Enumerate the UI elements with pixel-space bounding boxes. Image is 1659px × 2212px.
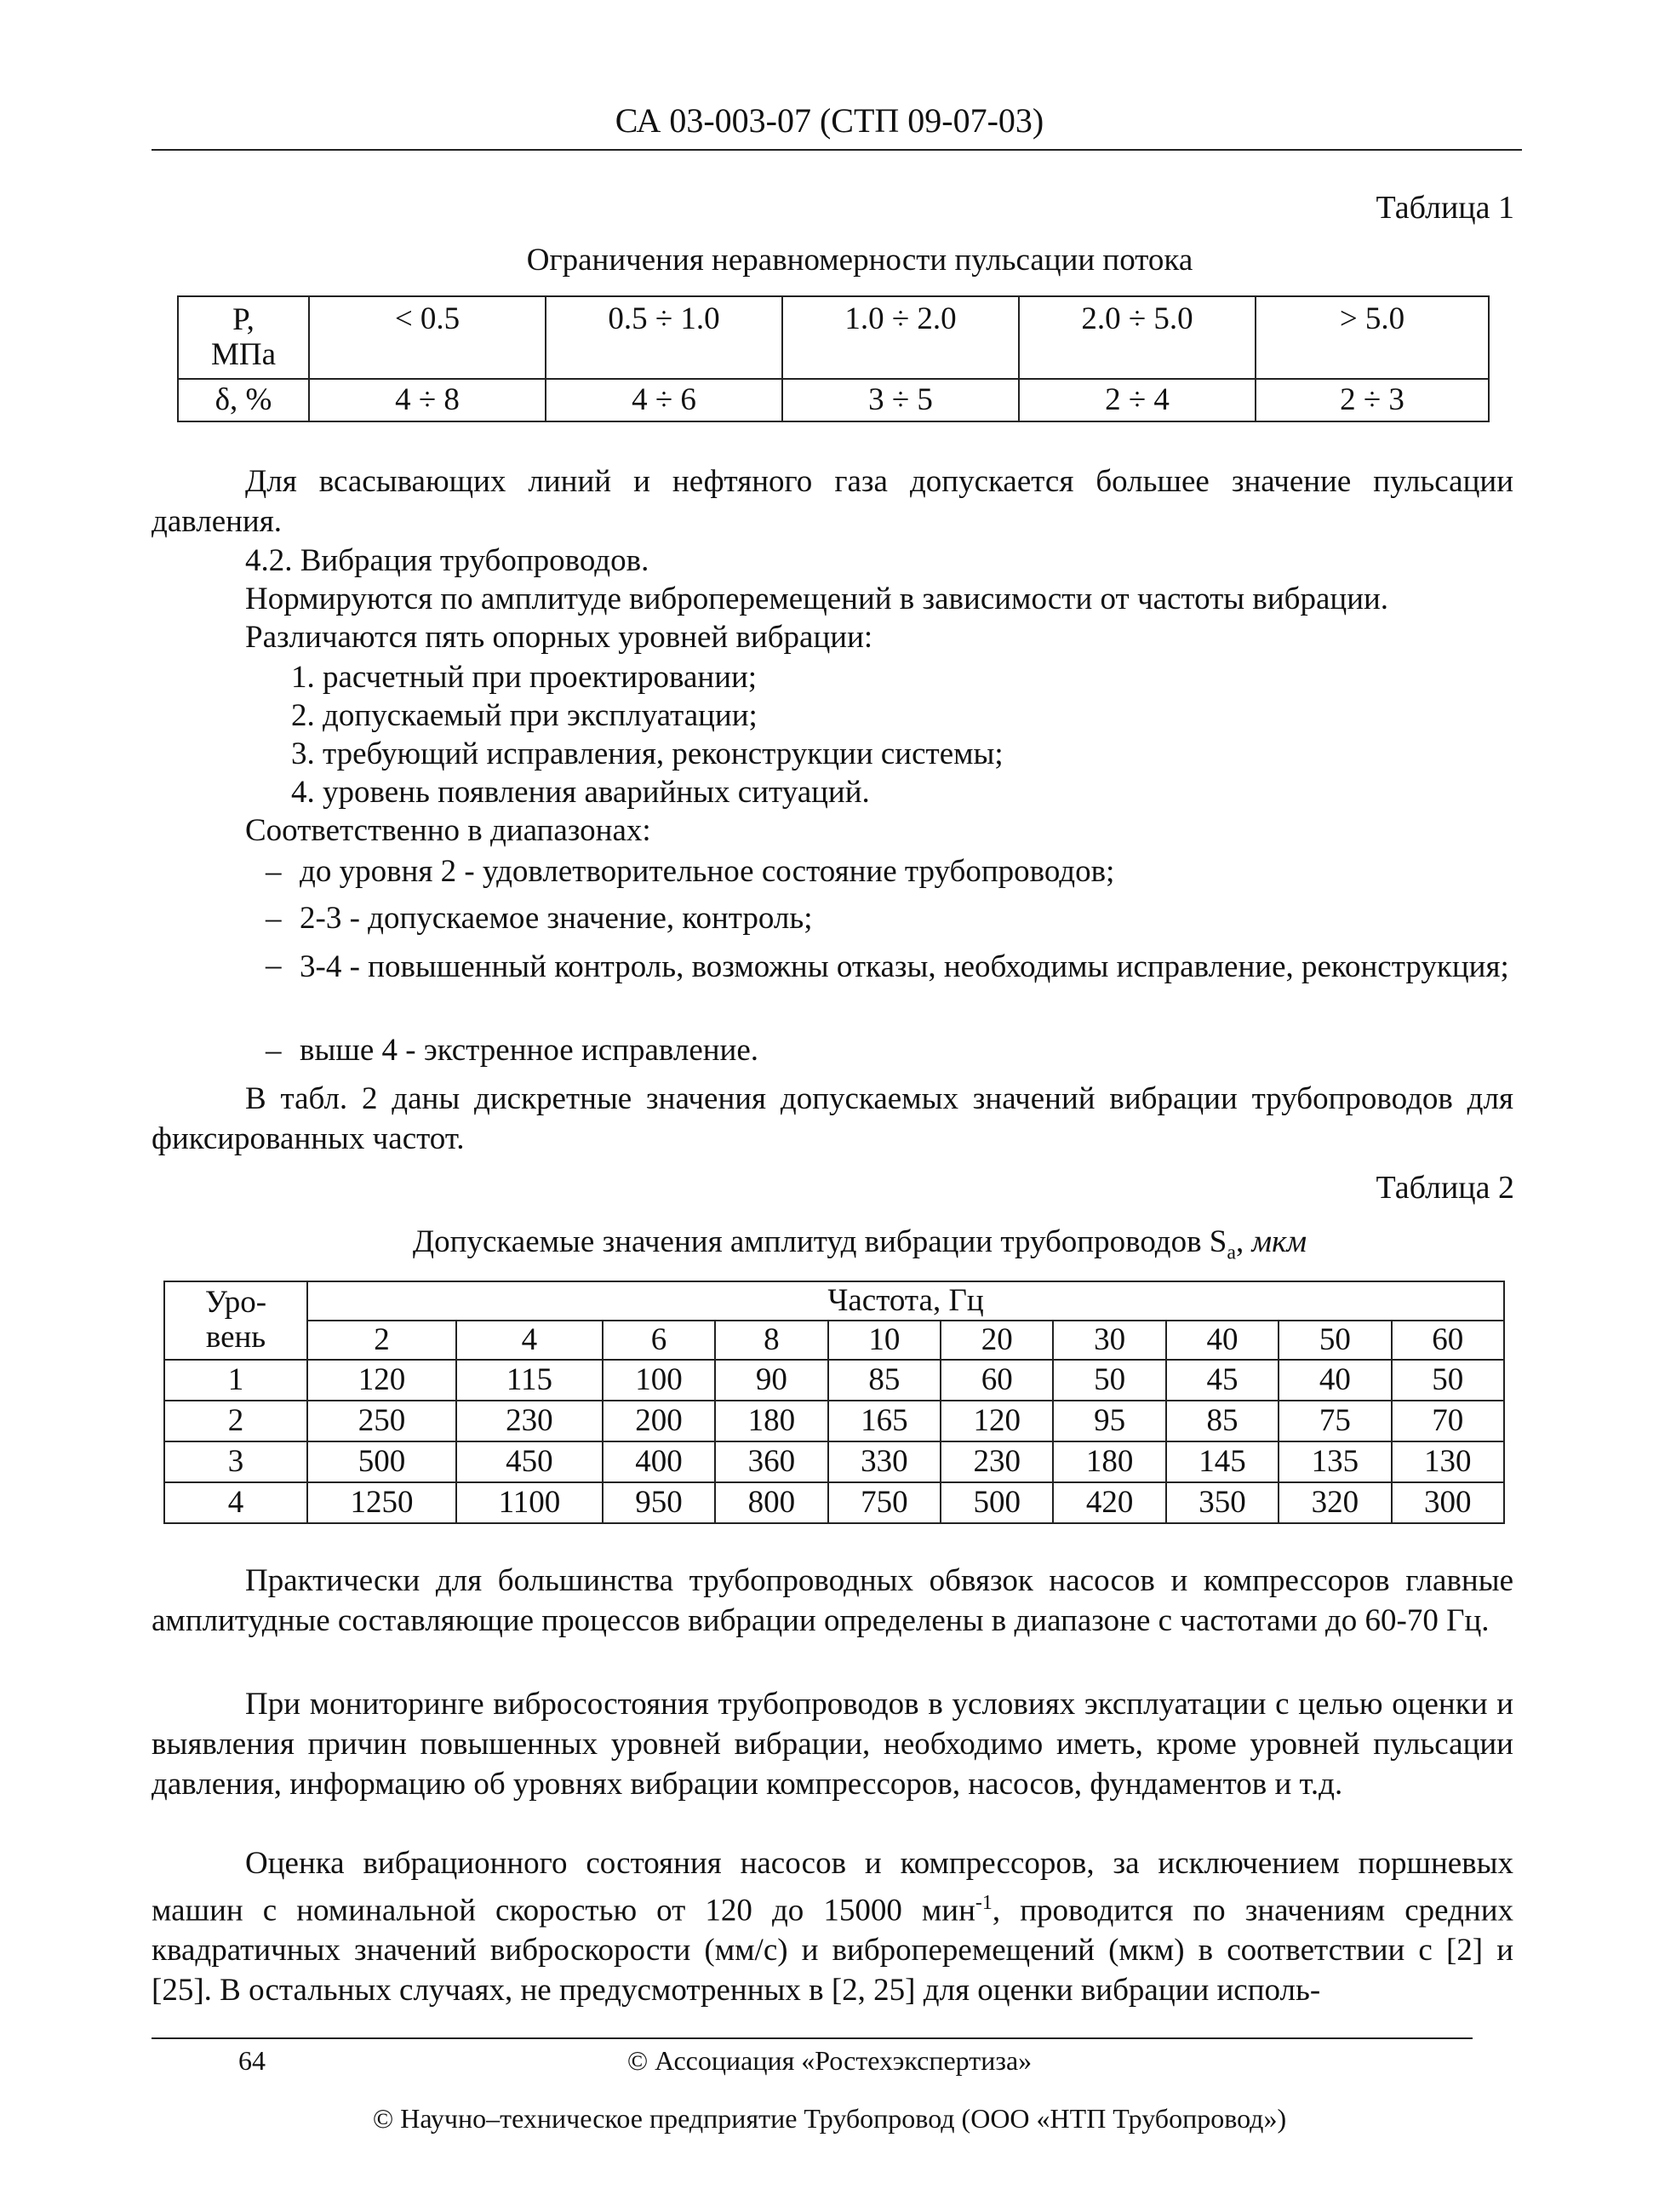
frequency-cell: 20 — [941, 1321, 1053, 1360]
table1-range: 0.5 ÷ 1.0 — [546, 296, 782, 379]
value-cell: 360 — [715, 1441, 827, 1482]
frequency-cell: 60 — [1392, 1321, 1504, 1360]
table1-delta: 2 ÷ 4 — [1019, 379, 1256, 421]
table1-caption: Ограничения неравномерности пульсации потока — [526, 243, 1193, 278]
paragraph-vibration-assessment-part2: , проводится по значениям средних квадратичных значений виброскорости (мм/с) и виброперемещений (мкм) в соответствии с [2] и [25]. В остальных случаях, не предусмотренных в [2, 25] для оценки вибрации исполь- — [152, 1893, 1513, 2009]
value-cell: 400 — [603, 1441, 715, 1482]
level-cell: 3 — [164, 1441, 307, 1482]
level-cell: 1 — [164, 1360, 307, 1401]
footer-company: © Научно–техническое предприятие Трубопровод (ООО «НТП Трубопровод») — [372, 2103, 1287, 2134]
table-row — [164, 1401, 1504, 1441]
value-cell: 180 — [715, 1401, 827, 1441]
table1-delta: 4 ÷ 6 — [546, 379, 782, 421]
section-heading-4-2: 4.2. Вибрация трубопроводов. — [245, 543, 649, 578]
frequency-cell: 6 — [603, 1321, 715, 1360]
footer-rule — [152, 2037, 1473, 2039]
table1-row-delta — [178, 379, 1489, 421]
table1-head-pressure — [178, 296, 309, 379]
value-cell: 145 — [1166, 1441, 1279, 1482]
range-list-item: выше 4 - экстренное исправление. — [300, 1033, 759, 1068]
value-cell: 50 — [1053, 1360, 1165, 1401]
paragraph-normalization: Нормируются по амплитуде виброперемещений в зависимости от частоты вибрации. — [245, 582, 1389, 616]
dash-marker: – — [266, 1033, 282, 1068]
table2-frequency-row — [164, 1321, 1504, 1360]
paragraph-vibration-assessment — [152, 1843, 1513, 2010]
frequency-cell: 40 — [1166, 1321, 1279, 1360]
frequency-cell: 10 — [828, 1321, 941, 1360]
paragraph-vibration-assessment-sup: -1 — [975, 1892, 993, 1914]
value-cell: 750 — [828, 1482, 941, 1523]
dash-marker: – — [266, 901, 282, 936]
value-cell: 75 — [1279, 1401, 1391, 1441]
table1-row-pressure — [178, 296, 1489, 379]
dash-marker: – — [266, 854, 282, 889]
footer-association: © Ассоциация «Ростехэкспертиза» — [626, 2045, 1033, 2076]
value-cell: 180 — [1053, 1441, 1165, 1482]
paragraph-table2-intro: В табл. 2 даны дискретные значения допускаемых значений вибрации трубопроводов для фиксированных частот. — [152, 1081, 1513, 1156]
frequency-cell: 8 — [715, 1321, 827, 1360]
value-cell: 100 — [603, 1360, 715, 1401]
value-cell: 120 — [941, 1401, 1053, 1441]
value-cell: 450 — [456, 1441, 603, 1482]
range-list-item: 2-3 - допускаемое значение, контроль; — [300, 901, 813, 936]
level-head-line2: вень — [205, 1320, 266, 1355]
value-cell: 950 — [603, 1482, 715, 1523]
table1-range: < 0.5 — [309, 296, 546, 379]
table1-delta: 4 ÷ 8 — [309, 379, 546, 421]
value-cell: 120 — [307, 1360, 456, 1401]
table1-delta: 2 ÷ 3 — [1256, 379, 1489, 421]
table1-range: 2.0 ÷ 5.0 — [1019, 296, 1256, 379]
table2-header-row — [164, 1281, 1504, 1321]
value-cell: 165 — [828, 1401, 941, 1441]
value-cell: 200 — [603, 1401, 715, 1441]
level-list-item: 1. расчетный при проектировании; — [291, 660, 758, 695]
value-cell: 70 — [1392, 1401, 1504, 1441]
header-rule — [152, 149, 1522, 151]
value-cell: 1250 — [307, 1482, 456, 1523]
pressure-symbol: P, — [232, 301, 255, 337]
value-cell: 85 — [828, 1360, 941, 1401]
table1-delta: 3 ÷ 5 — [782, 379, 1019, 421]
paragraph-suction-lines: Для всасывающих линий и нефтяного газа допускается большее значение пульсации давления. — [152, 464, 1513, 539]
level-cell: 4 — [164, 1482, 307, 1523]
table1 — [177, 295, 1490, 422]
value-cell: 60 — [941, 1360, 1053, 1401]
table2-caption: Допускаемые значения амплитуд вибрации трубопроводов $S_a$, мкм — [412, 1224, 1307, 1264]
paragraph-monitoring: При мониторинге вибросостояния трубопроводов в условиях эксплуатации с целью оценки и выявления причин повышенных уровней вибрации, необходимо иметь, кроме уровней пульсации давления, информацию об уровнях вибрации компрессоров, насосов, фундаментов и т.д. — [152, 1687, 1513, 1802]
frequency-cell: 30 — [1053, 1321, 1165, 1360]
paragraph-practical: Практически для большинства трубопроводных обвязок насосов и компрессоров главные амплитудные составляющие процессов вибрации определены в диапазоне с частотами до 60-70 Гц. — [152, 1563, 1513, 1638]
value-cell: 90 — [715, 1360, 827, 1401]
value-cell: 230 — [941, 1441, 1053, 1482]
paragraph-five-levels: Различаются пять опорных уровней вибрации: — [245, 620, 873, 655]
table2 — [163, 1281, 1505, 1524]
level-head-line1: Уро- — [204, 1285, 267, 1321]
value-cell: 45 — [1166, 1360, 1279, 1401]
value-cell: 230 — [456, 1401, 603, 1441]
value-cell: 40 — [1279, 1360, 1391, 1401]
level-cell: 2 — [164, 1401, 307, 1441]
level-list-item: 3. требующий исправления, реконструкции системы; — [291, 736, 1004, 771]
paragraph-vibration-assessment-part1: Оценка вибрационного состояния насосов и компрессоров, за исключением поршневых машин с номинальной скоростью от 120 до 15000 мин — [152, 1846, 1513, 1928]
table2-caption-text: Допускаемые значения амплитуд вибрации трубопроводов S — [412, 1224, 1227, 1259]
paragraph-accordingly: Соответственно в диапазонах: — [245, 813, 651, 848]
table-row — [164, 1441, 1504, 1482]
value-cell: 330 — [828, 1441, 941, 1482]
value-cell: 50 — [1392, 1360, 1504, 1401]
value-cell: 500 — [307, 1441, 456, 1482]
value-cell: 300 — [1392, 1482, 1504, 1523]
value-cell: 420 — [1053, 1482, 1165, 1523]
table-row — [164, 1360, 1504, 1401]
range-list-item: 3-4 - повышенный контроль, возможны отказы, необходимы исправление, реконструкция; — [300, 949, 1509, 984]
value-cell: 130 — [1392, 1441, 1504, 1482]
pressure-unit: МПа — [210, 336, 277, 372]
table-row — [164, 1482, 1504, 1523]
table2-caption-subscript: a — [1227, 1241, 1237, 1264]
value-cell: 250 — [307, 1401, 456, 1441]
table2-label: Таблица 2 — [1376, 1170, 1514, 1206]
table1-range: > 5.0 — [1256, 296, 1489, 379]
table1-head-delta: δ, % — [178, 379, 309, 421]
table2-head-level — [164, 1281, 307, 1360]
table1-range: 1.0 ÷ 2.0 — [782, 296, 1019, 379]
dash-marker: – — [266, 948, 282, 983]
level-list-item: 2. допускаемый при эксплуатации; — [291, 698, 758, 733]
table2-head-frequency: Частота, Гц — [307, 1281, 1504, 1321]
value-cell: 1100 — [456, 1482, 603, 1523]
range-list-item: до уровня 2 - удовлетворительное состояние трубопроводов; — [300, 854, 1115, 889]
value-cell: 350 — [1166, 1482, 1279, 1523]
value-cell: 85 — [1166, 1401, 1279, 1441]
value-cell: 115 — [456, 1360, 603, 1401]
value-cell: 500 — [941, 1482, 1053, 1523]
value-cell: 95 — [1053, 1401, 1165, 1441]
value-cell: 320 — [1279, 1482, 1391, 1523]
value-cell: 135 — [1279, 1441, 1391, 1482]
frequency-cell: 50 — [1279, 1321, 1391, 1360]
page-number: 64 — [238, 2045, 266, 2076]
level-list-item: 4. уровень появления аварийных ситуаций. — [291, 775, 870, 810]
frequency-cell: 2 — [307, 1321, 456, 1360]
table2-caption-unit: мкм — [1251, 1224, 1307, 1259]
value-cell: 800 — [715, 1482, 827, 1523]
frequency-cell: 4 — [456, 1321, 603, 1360]
table1-label: Таблица 1 — [1376, 190, 1514, 226]
page-header-title: СА 03-003-07 (СТП 09-07-03) — [615, 101, 1044, 140]
